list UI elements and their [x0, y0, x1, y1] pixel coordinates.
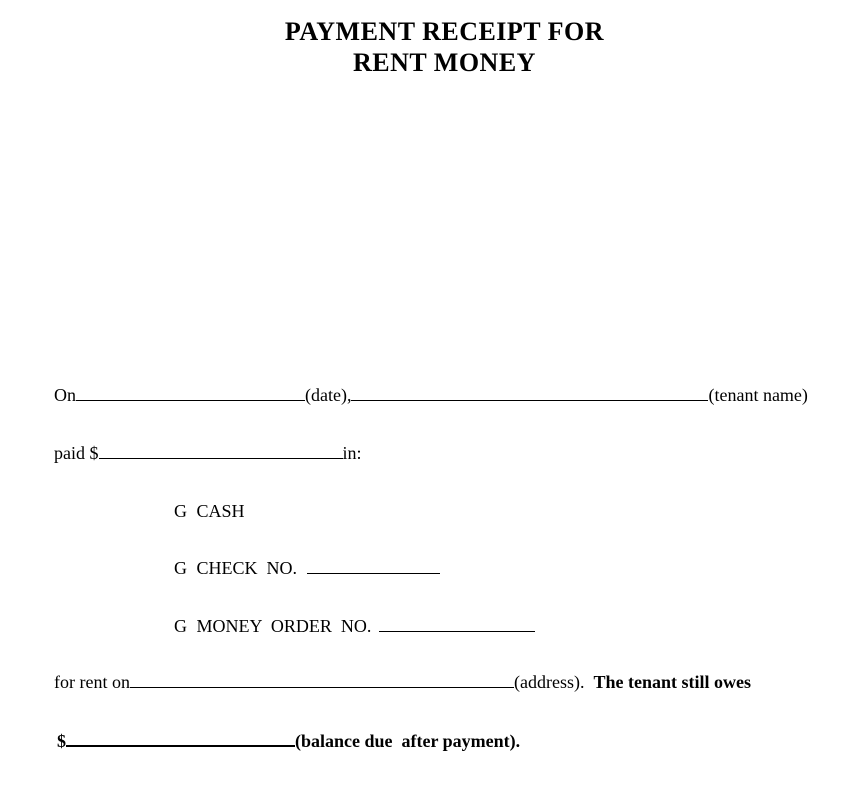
address-blank[interactable] — [130, 670, 514, 688]
address-row — [54, 670, 751, 693]
balance-hint: (balance due after payment). — [295, 731, 521, 751]
option-cash[interactable] — [174, 500, 245, 522]
check-number-blank[interactable] — [307, 556, 440, 574]
date-blank[interactable] — [76, 383, 305, 401]
dollar-sign: $ — [57, 731, 66, 751]
date-tenant-row — [54, 383, 808, 406]
cash-label: CASH — [196, 501, 245, 521]
amount-paid-blank[interactable] — [99, 441, 343, 459]
for-rent-on-label: for rent on — [54, 672, 130, 692]
balance-blank[interactable] — [66, 728, 295, 747]
address-hint: (address). — [513, 672, 585, 692]
date-hint: (date), — [305, 385, 352, 405]
paid-label: paid $ — [54, 443, 99, 463]
checkbox-icon[interactable]: G — [174, 558, 187, 578]
money-order-number-blank[interactable] — [379, 614, 535, 632]
document-title-line1: PAYMENT RECEIPT FOR — [284, 17, 605, 46]
option-check[interactable] — [174, 556, 440, 579]
tenant-name-blank[interactable] — [351, 383, 708, 401]
checkbox-icon[interactable]: G — [174, 501, 187, 521]
tenant-still-owes-text: The tenant still owes — [593, 672, 751, 692]
checkbox-icon[interactable]: G — [174, 616, 187, 636]
in-label: in: — [342, 443, 362, 463]
amount-paid-row — [54, 441, 362, 464]
check-label: CHECK NO. — [196, 558, 298, 578]
option-money-order[interactable] — [174, 614, 535, 637]
on-label: On — [54, 385, 76, 405]
tenant-name-hint: (tenant name) — [708, 385, 808, 405]
money-order-label: MONEY ORDER NO. — [196, 616, 372, 636]
balance-row — [57, 728, 520, 752]
document-title-line2: RENT MONEY — [353, 48, 536, 77]
